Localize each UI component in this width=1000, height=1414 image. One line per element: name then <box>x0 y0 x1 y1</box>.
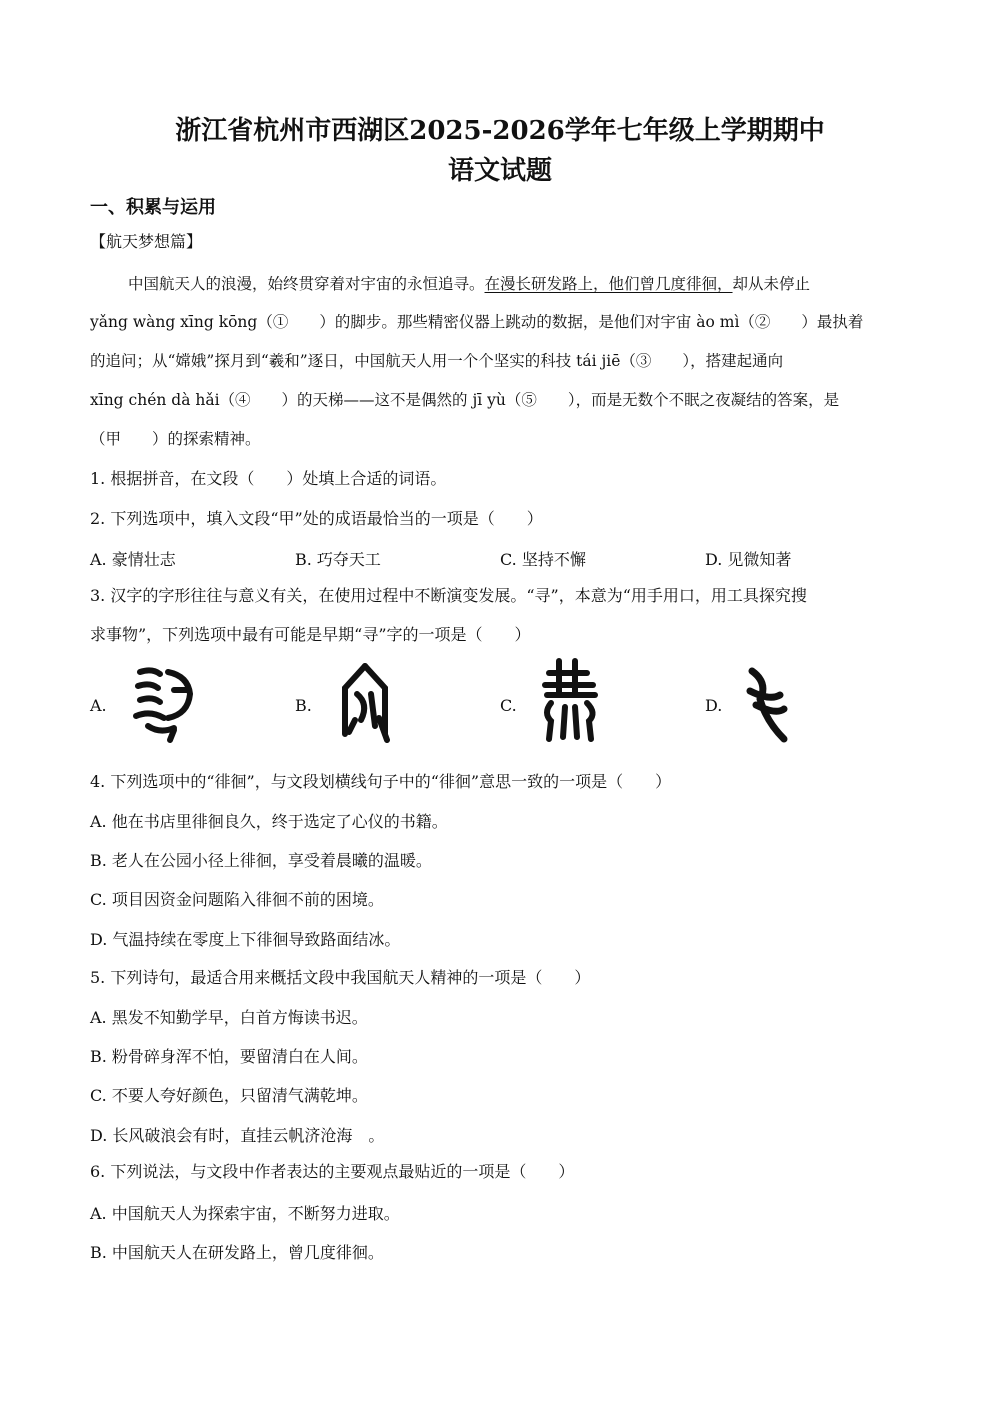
q2-option-d: D. 见微知著 <box>705 550 792 569</box>
question-3-stem-line1: 3. 汉字的字形往往与意义有关，在使用过程中不断演变发展。“寻”，本意为“用手用口，用工具探究搜 <box>90 586 807 605</box>
ancient-glyph-d-icon <box>740 665 795 745</box>
q5-option-c: C. 不要人夸好颜色，只留清气满乾坤。 <box>90 1086 368 1105</box>
question-4-stem: 4. 下列选项中的“徘徊”，与文段划横线句子中的“徘徊”意思一致的一项是（ ） <box>90 772 672 791</box>
passage-line-2: yǎng wàng xīng kōng（① ）的脚步。那些精密仪器上跳动的数据，是他们对宇宙 ào mì（② ）最执着 <box>90 313 864 331</box>
page-subtitle: 语文试题 <box>447 156 552 186</box>
passage-line-5: （甲 ）的探索精神。 <box>90 430 261 448</box>
q4-option-d: D. 气温持续在零度上下徘徊导致路面结冰。 <box>90 930 401 949</box>
q6-option-a: A. 中国航天人为探索宇宙，不断努力进取。 <box>90 1204 400 1223</box>
ancient-glyph-a-icon <box>130 660 200 745</box>
q6-option-b: B. 中国航天人在研发路上，曾几度徘徊。 <box>90 1243 384 1262</box>
q4-option-b: B. 老人在公园小径上徘徊，享受着晨曦的温暖。 <box>90 851 432 870</box>
q2-option-a: A. 豪情壮志 <box>90 550 176 569</box>
question-1: 1. 根据拼音，在文段（ ）处填上合适的词语。 <box>90 469 447 488</box>
q3-option-b-label: B. <box>295 696 312 715</box>
passage-line-3: 的追问；从“嫦娥”探月到“羲和”逐日，中国航天人用一个个坚实的科技 tái jiē（③ ），搭建起通向 <box>90 352 784 370</box>
q5-option-b: B. 粉骨碎身浑不怕，要留清白在人间。 <box>90 1047 368 1066</box>
passage-text: 中国航天人的浪漫，始终贯穿着对宇宙的永恒追寻。 <box>128 275 485 293</box>
question-2-stem: 2. 下列选项中，填入文段“甲”处的成语最恰当的一项是（ ） <box>90 509 543 528</box>
ancient-glyph-b-icon <box>335 660 395 745</box>
q3-option-c-label: C. <box>500 696 517 715</box>
passage-line-4: xīng chén dà hǎi（④ ）的天梯——这不是偶然的 jī yù（⑤ ），而是无数个不眠之夜凝结的答案，是 <box>90 391 840 409</box>
question-6-stem: 6. 下列说法，与文段中作者表达的主要观点最贴近的一项是（ ） <box>90 1162 575 1181</box>
section-heading: 一、积累与运用 <box>90 197 216 218</box>
underlined-sentence: 在漫长研发路上，他们曾几度徘徊， <box>484 275 733 293</box>
q3-option-d-label: D. <box>705 696 723 715</box>
q3-option-a-label: A. <box>90 696 107 715</box>
passage-text: 却从未停止 <box>732 275 811 293</box>
passage-line-1 <box>128 274 810 294</box>
q2-option-b: B. 巧夺天工 <box>295 550 381 569</box>
question-5-stem: 5. 下列诗句，最适合用来概括文段中我国航天人精神的一项是（ ） <box>90 968 591 987</box>
q5-option-d: D. 长风破浪会有时，直挂云帆济沧海 。 <box>90 1126 385 1145</box>
question-3-stem-line2: 求事物”，下列选项中最有可能是早期“寻”字的一项是（ ） <box>90 625 531 644</box>
subsection-heading: 【航天梦想篇】 <box>90 232 203 251</box>
ancient-glyph-c-icon <box>535 655 605 745</box>
q4-option-a: A. 他在书店里徘徊良久，终于选定了心仪的书籍。 <box>90 812 448 831</box>
page-title: 浙江省杭州市西湖区2025-2026学年七年级上学期期中 <box>175 116 825 146</box>
q4-option-c: C. 项目因资金问题陷入徘徊不前的困境。 <box>90 890 384 909</box>
q2-option-c: C. 坚持不懈 <box>500 550 586 569</box>
q5-option-a: A. 黑发不知勤学早，白首方悔读书迟。 <box>90 1008 368 1027</box>
